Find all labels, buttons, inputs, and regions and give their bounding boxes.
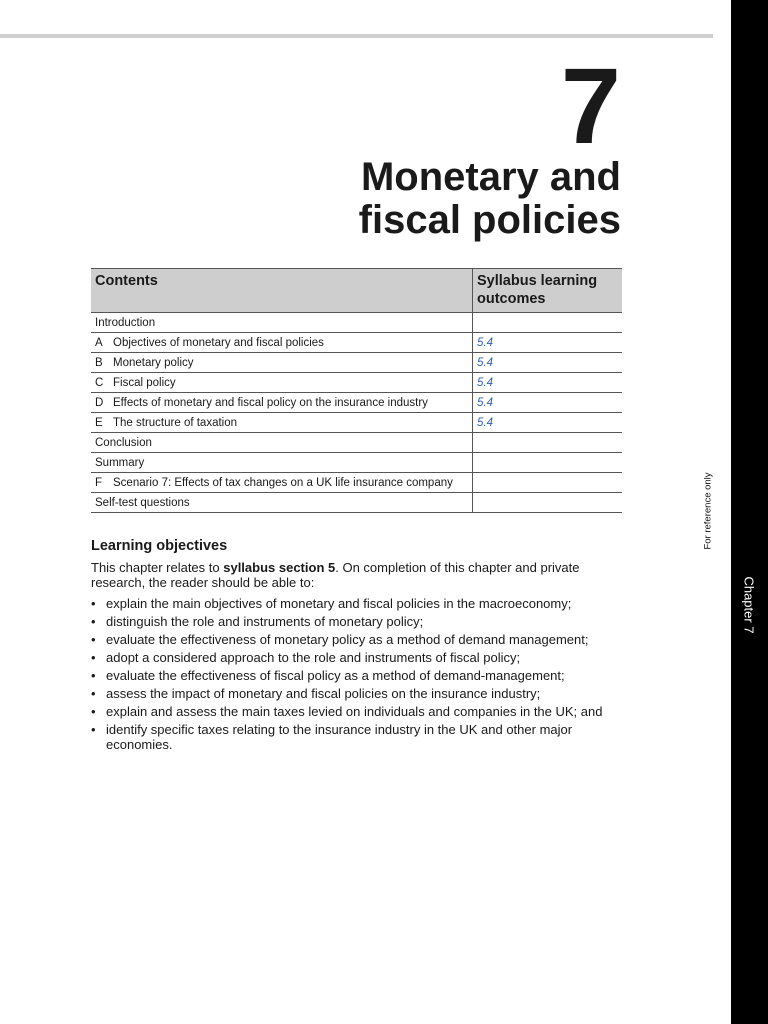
syllabus-outcome-link[interactable]: 5.4 (473, 413, 623, 433)
section-label: Objectives of monetary and fiscal policies (113, 336, 324, 349)
learning-objective-item (91, 615, 611, 630)
learning-objectives-heading: Learning objectives (91, 538, 228, 554)
learning-objectives-list (91, 597, 611, 756)
section-letter: A (95, 336, 103, 349)
contents-entry (91, 333, 473, 353)
learning-objective-item (91, 687, 611, 702)
learning-objective-item (91, 723, 611, 752)
intro-text: This chapter relates to (91, 560, 224, 575)
contents-entry (91, 453, 473, 473)
contents-row (91, 373, 622, 393)
contents-row (91, 313, 622, 333)
top-rule (0, 34, 713, 38)
section-label: The structure of taxation (113, 416, 238, 429)
contents-row (91, 433, 622, 453)
learning-objective-text: adopt a considered approach to the role and instruments of fiscal policy; (106, 650, 521, 665)
section-label: Scenario 7: Effects of tax changes on a UK life insurance company (113, 476, 453, 489)
section-letter: C (95, 376, 104, 389)
section-letter: D (95, 396, 104, 409)
contents-entry (91, 353, 473, 373)
learning-objective-text: distinguish the role and instruments of monetary policy; (106, 614, 424, 629)
contents-row (91, 493, 622, 513)
syllabus-outcome-link (473, 453, 623, 473)
chapter-tab-label: Chapter 7 (741, 576, 757, 634)
learning-objective-text: explain the main objectives of monetary and fiscal policies in the macroeconomy; (106, 596, 572, 611)
section-label: Fiscal policy (113, 376, 176, 389)
learning-objective-text: assess the impact of monetary and fiscal policies on the insurance industry; (106, 686, 541, 701)
bullet-icon: • (91, 632, 96, 647)
contents-row (91, 393, 622, 413)
section-letter: E (95, 416, 103, 429)
learning-objective-text: identify specific taxes relating to the insurance industry in the UK and other major economies. (106, 722, 573, 752)
bullet-icon: • (91, 704, 96, 719)
section-label: Introduction (95, 316, 156, 329)
section-label: Self-test questions (95, 496, 190, 509)
syllabus-outcome-link (473, 493, 623, 513)
contents-entry (91, 393, 473, 413)
contents-entry (91, 413, 473, 433)
learning-objective-item (91, 597, 611, 612)
learning-objective-item (91, 669, 611, 684)
syllabus-outcome-link (473, 473, 623, 493)
bullet-icon: • (91, 668, 96, 683)
chapter-number: 7 (560, 45, 621, 166)
syllabus-section-reference: syllabus section 5 (223, 560, 336, 575)
contents-entry (91, 433, 473, 453)
bullet-icon: • (91, 722, 96, 737)
section-label: Summary (95, 456, 145, 469)
learning-objective-item (91, 633, 611, 648)
contents-row (91, 333, 622, 353)
syllabus-outcome-link[interactable]: 5.4 (473, 333, 623, 353)
syllabus-outcome-link[interactable]: 5.4 (473, 373, 623, 393)
learning-objective-text: evaluate the effectiveness of fiscal policy as a method of demand-management; (106, 668, 565, 683)
chapter-title (359, 156, 621, 242)
learning-objective-text: evaluate the effectiveness of monetary policy as a method of demand management; (106, 632, 589, 647)
bullet-icon: • (91, 596, 96, 611)
contents-row (91, 473, 622, 493)
contents-row (91, 353, 622, 373)
contents-row (91, 453, 622, 473)
contents-entry (91, 313, 473, 333)
section-letter: B (95, 356, 103, 369)
section-letter: F (95, 476, 103, 489)
learning-objective-item (91, 705, 611, 720)
contents-entry (91, 373, 473, 393)
learning-objective-item (91, 651, 611, 666)
syllabus-outcome-link (473, 313, 623, 333)
section-label: Monetary policy (113, 356, 194, 369)
contents-entry (91, 473, 473, 493)
bullet-icon: • (91, 650, 96, 665)
learning-objective-text: explain and assess the main taxes levied on individuals and companies in the UK; and (106, 704, 603, 719)
intro-text-continued: . On completion of this chapter and private research, the reader should be able to: (91, 560, 580, 590)
syllabus-outcome-link[interactable]: 5.4 (473, 353, 623, 373)
bullet-icon: • (91, 614, 96, 629)
contents-entry (91, 493, 473, 513)
reference-only-label: For reference only (702, 472, 714, 550)
contents-column-header: Contents (91, 269, 473, 313)
chapter-title-line1: Monetary and (360, 155, 621, 199)
syllabus-outcome-link[interactable]: 5.4 (473, 393, 623, 413)
section-label: Conclusion (95, 436, 152, 449)
learning-objectives-intro (91, 561, 611, 590)
section-label: Effects of monetary and fiscal policy on the insurance industry (113, 396, 428, 409)
chapter-side-bar (731, 0, 768, 1024)
bullet-icon: • (91, 686, 96, 701)
outcomes-column-header: Syllabus learning outcomes (473, 269, 623, 313)
chapter-title-line2: fiscal policies (358, 198, 621, 242)
contents-row (91, 413, 622, 433)
contents-table (91, 268, 622, 513)
syllabus-outcome-link (473, 433, 623, 453)
